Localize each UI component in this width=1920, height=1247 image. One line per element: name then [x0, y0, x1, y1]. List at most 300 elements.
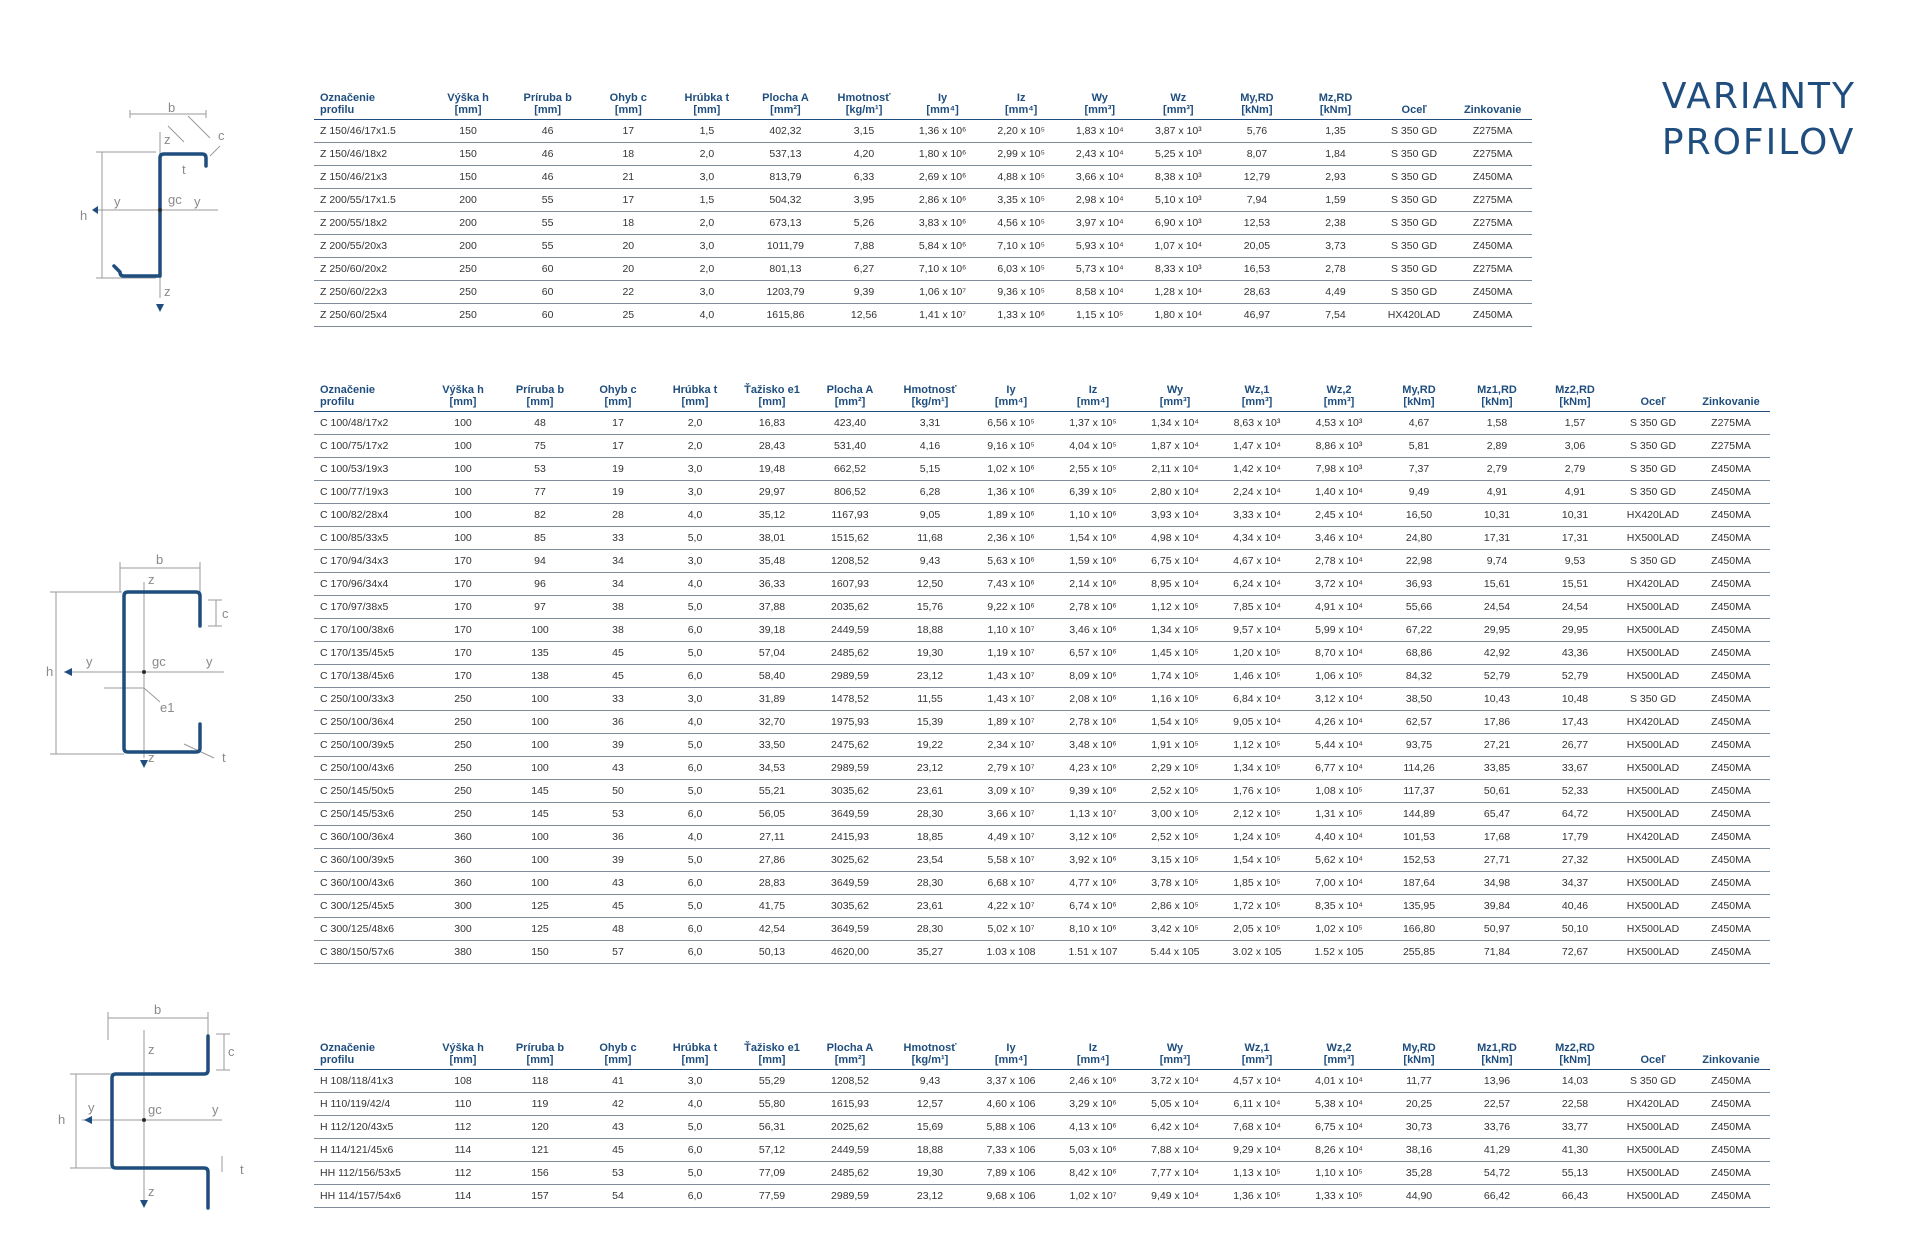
table-cell: 16,53: [1218, 258, 1297, 281]
table-cell: 9,05 x 10⁴: [1216, 711, 1298, 734]
table-cell: 35,28: [1380, 1162, 1458, 1185]
table-cell: Z450MA: [1453, 166, 1532, 189]
table-cell: 23,12: [890, 757, 970, 780]
column-header: [810, 366, 890, 412]
table-cell: 3,09 x 10⁷: [970, 780, 1052, 803]
table-cell: 5,76: [1218, 120, 1297, 143]
table-cell: 19,48: [734, 458, 810, 481]
column-header-label: Mz1,RD: [1477, 384, 1517, 396]
axis-z-bottom-label: z: [148, 750, 155, 765]
table-cell: 40,46: [1536, 895, 1614, 918]
table-cell: S 350 GD: [1614, 688, 1692, 711]
table-cell: 4,23 x 10⁶: [1052, 757, 1134, 780]
column-header: [1453, 78, 1532, 120]
column-header: [580, 366, 656, 412]
table-cell: 71,84: [1458, 941, 1536, 964]
column-header-unit: [mm]: [681, 396, 709, 408]
table-cell: C 250/100/39x5: [314, 734, 426, 757]
table-cell: 3,73: [1296, 235, 1375, 258]
table-cell: 17,86: [1458, 711, 1536, 734]
column-header-unit: [mm²]: [770, 104, 801, 116]
c-profile-diagram: [44, 548, 264, 768]
table-cell: Z275MA: [1692, 412, 1770, 435]
column-header-unit: [mm⁴]: [1076, 396, 1110, 408]
table-cell: 17,68: [1458, 826, 1536, 849]
table-cell: 145: [500, 803, 580, 826]
column-header: [734, 1024, 810, 1070]
column-header: [890, 1024, 970, 1070]
column-header: [746, 78, 825, 120]
table-cell: 8,35 x 10⁴: [1298, 895, 1380, 918]
table-cell: Z450MA: [1692, 1185, 1770, 1208]
axis-y-left-label: y: [88, 1100, 95, 1115]
table-cell: 39: [580, 734, 656, 757]
table-cell: 21: [589, 166, 668, 189]
table-cell: HX500LAD: [1614, 665, 1692, 688]
table-cell: 24,54: [1536, 596, 1614, 619]
table-cell: 2415,93: [810, 826, 890, 849]
table-cell: 2,38: [1296, 212, 1375, 235]
table-cell: 66,43: [1536, 1185, 1614, 1208]
table-cell: 6,0: [656, 1139, 734, 1162]
table-cell: 35,48: [734, 550, 810, 573]
table-cell: 1,02 x 10⁷: [1052, 1185, 1134, 1208]
table-cell: 38: [580, 619, 656, 642]
column-header: [1060, 78, 1139, 120]
table-cell: 5,05 x 10⁴: [1134, 1093, 1216, 1116]
table-cell: 166,80: [1380, 918, 1458, 941]
table-cell: 1,46 x 10⁵: [1216, 665, 1298, 688]
column-header: [314, 78, 430, 120]
table-cell: 7,33 x 106: [970, 1139, 1052, 1162]
table-cell: 145: [500, 780, 580, 803]
column-header-unit: [mm]: [526, 1054, 554, 1066]
table-cell: 673,13: [746, 212, 825, 235]
table-cell: 3,15 x 10⁵: [1134, 849, 1216, 872]
table-cell: 2,79: [1536, 458, 1614, 481]
table-cell: 2485,62: [810, 1162, 890, 1185]
axis-z-top-label: z: [148, 572, 155, 587]
table-cell: 5,0: [656, 642, 734, 665]
table-cell: 5,25 x 10³: [1139, 143, 1218, 166]
table-cell: 662,52: [810, 458, 890, 481]
table-row: [314, 941, 1770, 964]
table-cell: 1,89 x 10⁷: [970, 711, 1052, 734]
column-header-label: Iz: [1088, 1042, 1098, 1054]
table-cell: 125: [500, 895, 580, 918]
table-cell: 170: [426, 573, 500, 596]
table-cell: 1,74 x 10⁵: [1134, 665, 1216, 688]
table-cell: 1,31 x 10⁵: [1298, 803, 1380, 826]
table-cell: 100: [500, 826, 580, 849]
table-cell: 4,67 x 10⁴: [1216, 550, 1298, 573]
table-cell: 7,88 x 10⁴: [1134, 1139, 1216, 1162]
table-cell: 1,80 x 10⁴: [1139, 304, 1218, 327]
table-cell: S 350 GD: [1614, 435, 1692, 458]
table-cell: 6,0: [656, 665, 734, 688]
table-cell: 1,34 x 10⁵: [1134, 619, 1216, 642]
column-header-unit: [kNm]: [1481, 1054, 1513, 1066]
table-cell: 6,0: [656, 941, 734, 964]
table-cell: 1,28 x 10⁴: [1139, 281, 1218, 304]
table-cell: 23,12: [890, 1185, 970, 1208]
table-cell: 2,45 x 10⁴: [1298, 504, 1380, 527]
table-cell: 1.03 x 108: [970, 941, 1052, 964]
table-cell: 6,57 x 10⁶: [1052, 642, 1134, 665]
table-cell: S 350 GD: [1614, 550, 1692, 573]
table-cell: 2,0: [656, 412, 734, 435]
table-cell: 1,12 x 10⁵: [1216, 734, 1298, 757]
column-header: [810, 1024, 890, 1070]
table-cell: 8,26 x 10⁴: [1298, 1139, 1380, 1162]
table-cell: S 350 GD: [1614, 481, 1692, 504]
column-header-unit: [kNm]: [1481, 396, 1513, 408]
table-cell: 2,12 x 10⁵: [1216, 803, 1298, 826]
column-header: [1380, 366, 1458, 412]
table-cell: 118: [500, 1070, 580, 1093]
table-cell: 4,04 x 10⁵: [1052, 435, 1134, 458]
column-header-unit: [kNm]: [1403, 396, 1435, 408]
table-cell: 38,16: [1380, 1139, 1458, 1162]
table-cell: 1,02 x 10⁵: [1298, 918, 1380, 941]
table-cell: 537,13: [746, 143, 825, 166]
table-cell: 10,48: [1536, 688, 1614, 711]
table-cell: 6,0: [656, 619, 734, 642]
table-cell: 25: [589, 304, 668, 327]
table-cell: 1,84: [1296, 143, 1375, 166]
table-cell: 4,40 x 10⁴: [1298, 826, 1380, 849]
table-cell: 8,95 x 10⁴: [1134, 573, 1216, 596]
table-cell: 7,89 x 106: [970, 1162, 1052, 1185]
table-cell: 1,33 x 10⁶: [982, 304, 1061, 327]
table-cell: 2,80 x 10⁴: [1134, 481, 1216, 504]
table-cell: 402,32: [746, 120, 825, 143]
table-cell: 300: [426, 918, 500, 941]
table-cell: 46: [506, 166, 589, 189]
table-cell: Z275MA: [1453, 120, 1532, 143]
table-cell: 19: [580, 481, 656, 504]
column-header-label: Označenie: [320, 384, 376, 396]
table-cell: HX500LAD: [1614, 780, 1692, 803]
table-cell: 1,16 x 10⁵: [1134, 688, 1216, 711]
table-cell: 2,78 x 10⁶: [1052, 711, 1134, 734]
table-cell: 6,11 x 10⁴: [1216, 1093, 1298, 1116]
column-header: [1052, 366, 1134, 412]
column-header-unit: [mm⁴]: [1076, 1054, 1110, 1066]
axis-y-right-label: y: [194, 194, 201, 209]
table-cell: 255,85: [1380, 941, 1458, 964]
table-cell: 50,97: [1458, 918, 1536, 941]
table-row: [314, 734, 1770, 757]
table-cell: 1,85 x 10⁵: [1216, 872, 1298, 895]
axis-y-right-label: y: [206, 654, 213, 669]
table-cell: 36,33: [734, 573, 810, 596]
table-row: [314, 527, 1770, 550]
table-cell: Z 150/46/17x1.5: [314, 120, 430, 143]
table-cell: C 170/97/38x5: [314, 596, 426, 619]
table-cell: 82: [500, 504, 580, 527]
table-cell: 813,79: [746, 166, 825, 189]
column-header-unit: [mm]: [526, 396, 554, 408]
table-cell: 5,02 x 10⁷: [970, 918, 1052, 941]
table-row: [314, 596, 1770, 619]
table-cell: 28,30: [890, 803, 970, 826]
table-cell: 2989,59: [810, 1185, 890, 1208]
table-cell: Z450MA: [1453, 281, 1532, 304]
table-cell: 28,43: [734, 435, 810, 458]
column-header-unit: [mm⁴]: [1005, 104, 1038, 116]
table-cell: 53: [580, 803, 656, 826]
c-profile-drawing: [44, 548, 264, 768]
table-cell: 3,83 x 10⁶: [903, 212, 982, 235]
table-cell: 1478,52: [810, 688, 890, 711]
table-cell: 2,86 x 10⁶: [903, 189, 982, 212]
table-cell: Z450MA: [1692, 504, 1770, 527]
table-row: [314, 1093, 1770, 1116]
table-cell: 14,03: [1536, 1070, 1614, 1093]
table-cell: 125: [500, 918, 580, 941]
column-header-label: Wy: [1091, 92, 1108, 104]
column-header-unit: [mm³]: [1159, 396, 1191, 408]
table-cell: 4,56 x 10⁵: [982, 212, 1061, 235]
table-cell: 45: [580, 665, 656, 688]
column-header: [734, 366, 810, 412]
table-cell: 1208,52: [810, 1070, 890, 1093]
column-header-label: Iz: [1016, 92, 1026, 104]
column-header-unit: Zinkovanie: [1463, 104, 1522, 116]
column-header-label: Ťažisko e1: [744, 384, 800, 396]
column-header: [1380, 1024, 1458, 1070]
table-cell: 531,40: [810, 435, 890, 458]
table-row: [314, 143, 1532, 166]
table-cell: 33: [580, 688, 656, 711]
table-row: [314, 189, 1532, 212]
table-cell: S 350 GD: [1375, 212, 1454, 235]
table-cell: 8,70 x 10⁴: [1298, 642, 1380, 665]
table-cell: 1,06 x 10⁵: [1298, 665, 1380, 688]
page-title-line-2: PROFILOV: [1661, 122, 1856, 163]
table-cell: 27,11: [734, 826, 810, 849]
column-header-unit: [mm³]: [1241, 1054, 1273, 1066]
table-cell: 4,20: [825, 143, 904, 166]
table-cell: 9,29 x 10⁴: [1216, 1139, 1298, 1162]
table-cell: C 250/145/50x5: [314, 780, 426, 803]
column-header: [1052, 1024, 1134, 1070]
table-cell: 1,76 x 10⁵: [1216, 780, 1298, 803]
table-cell: 170: [426, 596, 500, 619]
page-title: [1662, 74, 1856, 166]
table-cell: 1,33 x 10⁵: [1298, 1185, 1380, 1208]
table-cell: 19,30: [890, 642, 970, 665]
table-cell: 9,16 x 10⁵: [970, 435, 1052, 458]
table-cell: 33,67: [1536, 757, 1614, 780]
table-cell: HX500LAD: [1614, 872, 1692, 895]
table-cell: 17: [589, 120, 668, 143]
table-cell: 157: [500, 1185, 580, 1208]
table-cell: 360: [426, 849, 500, 872]
table-cell: 360: [426, 826, 500, 849]
table-cell: 7,37: [1380, 458, 1458, 481]
table-cell: 4,16: [890, 435, 970, 458]
h-profile-table: [314, 1024, 1770, 1208]
table-cell: C 100/48/17x2: [314, 412, 426, 435]
table-cell: 4,98 x 10⁴: [1134, 527, 1216, 550]
column-header-label: Plocha A: [762, 92, 809, 104]
table-cell: S 350 GD: [1375, 143, 1454, 166]
table-cell: 1,02 x 10⁶: [970, 458, 1052, 481]
table-cell: 7,54: [1296, 304, 1375, 327]
table-cell: 12,50: [890, 573, 970, 596]
table-cell: 50,61: [1458, 780, 1536, 803]
table-cell: 39: [580, 849, 656, 872]
table-cell: 170: [426, 642, 500, 665]
column-header-unit: [kg/m¹]: [911, 1054, 949, 1066]
table-cell: 2,36 x 10⁶: [970, 527, 1052, 550]
table-cell: 45: [580, 642, 656, 665]
table-cell: Z450MA: [1692, 872, 1770, 895]
table-cell: Z450MA: [1692, 458, 1770, 481]
table-row: [314, 619, 1770, 642]
table-cell: 1,37 x 10⁵: [1052, 412, 1134, 435]
table-cell: 4,49: [1296, 281, 1375, 304]
table-cell: 3,29 x 10⁶: [1052, 1093, 1134, 1116]
table-cell: 4,0: [656, 826, 734, 849]
table-cell: 43: [580, 757, 656, 780]
table-cell: Z 250/60/20x2: [314, 258, 430, 281]
column-header-unit: [mm⁴]: [994, 1054, 1028, 1066]
table-cell: 33,76: [1458, 1116, 1536, 1139]
table-cell: 5,0: [656, 1116, 734, 1139]
table-cell: 2,79 x 10⁷: [970, 757, 1052, 780]
table-cell: 5,03 x 10⁶: [1052, 1139, 1134, 1162]
column-header-label: Hmotnosť: [903, 1042, 957, 1054]
table-cell: 1,35: [1296, 120, 1375, 143]
table-cell: 170: [426, 550, 500, 573]
table-cell: 117,37: [1380, 780, 1458, 803]
table-cell: H 108/118/41x3: [314, 1070, 426, 1093]
column-header-label: Hmotnosť: [837, 92, 891, 104]
dim-h-label: h: [46, 664, 54, 679]
table-cell: 8,10 x 10⁶: [1052, 918, 1134, 941]
column-header-label: My,RD: [1240, 92, 1274, 104]
table-cell: 360: [426, 872, 500, 895]
table-cell: Z450MA: [1692, 1070, 1770, 1093]
column-header-unit: [mm³]: [1323, 1054, 1355, 1066]
table-cell: 380: [426, 941, 500, 964]
table-cell: 56,05: [734, 803, 810, 826]
table-cell: 3,95: [825, 189, 904, 212]
axis-y-left-label: y: [86, 654, 93, 669]
table-cell: 9,74: [1458, 550, 1536, 573]
table-cell: 101,53: [1380, 826, 1458, 849]
column-header: [1614, 366, 1692, 412]
table-cell: 35,27: [890, 941, 970, 964]
table-cell: 4,60 x 106: [970, 1093, 1052, 1116]
dim-c-label: c: [218, 128, 225, 143]
centroid-gc-label: gc: [148, 1102, 162, 1117]
dim-c-label: c: [228, 1044, 235, 1059]
column-header: [1298, 1024, 1380, 1070]
table-cell: 17,79: [1536, 826, 1614, 849]
table-cell: 26,77: [1536, 734, 1614, 757]
table-cell: 4,22 x 10⁷: [970, 895, 1052, 918]
table-cell: 27,32: [1536, 849, 1614, 872]
table-cell: 6,0: [656, 803, 734, 826]
table-cell: 250: [426, 780, 500, 803]
table-cell: 2,46 x 10⁶: [1052, 1070, 1134, 1093]
table-row: [314, 895, 1770, 918]
column-header-unit: [mm]: [693, 104, 721, 116]
column-header: [500, 1024, 580, 1070]
column-header: [314, 366, 426, 412]
table-cell: C 100/85/33x5: [314, 527, 426, 550]
table-cell: 38: [580, 596, 656, 619]
table-cell: 7,00 x 10⁴: [1298, 872, 1380, 895]
table-cell: C 360/100/36x4: [314, 826, 426, 849]
table-cell: 1,08 x 10⁵: [1298, 780, 1380, 803]
column-header-unit: [kNm]: [1559, 396, 1591, 408]
table-cell: 19,22: [890, 734, 970, 757]
table-cell: 3,0: [668, 281, 747, 304]
table-cell: 1,43 x 10⁷: [970, 688, 1052, 711]
table-cell: 58,40: [734, 665, 810, 688]
h-profile-diagram: [52, 1000, 272, 1210]
table-cell: Z 200/55/18x2: [314, 212, 430, 235]
table-cell: 7,98 x 10³: [1298, 458, 1380, 481]
column-header: [426, 366, 500, 412]
table-cell: 39,84: [1458, 895, 1536, 918]
table-row: [314, 665, 1770, 688]
column-header-label: Ohyb c: [599, 384, 637, 396]
table-cell: 5,0: [656, 780, 734, 803]
table-cell: HX500LAD: [1614, 1162, 1692, 1185]
table-cell: 50: [580, 780, 656, 803]
table-cell: 22,98: [1380, 550, 1458, 573]
table-cell: 6,42 x 10⁴: [1134, 1116, 1216, 1139]
table-cell: 1607,93: [810, 573, 890, 596]
table-cell: 2,99 x 10⁵: [982, 143, 1061, 166]
column-header: [1458, 1024, 1536, 1070]
table-cell: 100: [426, 458, 500, 481]
table-cell: 150: [500, 941, 580, 964]
column-header: [430, 78, 507, 120]
table-cell: 1,13 x 10⁵: [1216, 1162, 1298, 1185]
table-cell: 3,0: [656, 1070, 734, 1093]
table-cell: H 114/121/45x6: [314, 1139, 426, 1162]
table-cell: 170: [426, 665, 500, 688]
table-cell: 3,92 x 10⁶: [1052, 849, 1134, 872]
column-header-label: Hmotnosť: [903, 384, 957, 396]
table-cell: 423,40: [810, 412, 890, 435]
table-cell: HX500LAD: [1614, 527, 1692, 550]
table-cell: 1,59 x 10⁶: [1052, 550, 1134, 573]
column-header-label: Mz,RD: [1318, 92, 1353, 104]
table-cell: 3,87 x 10³: [1139, 120, 1218, 143]
table-cell: 156: [500, 1162, 580, 1185]
table-cell: 1,10 x 10⁶: [1052, 504, 1134, 527]
table-cell: 1,54 x 10⁶: [1052, 527, 1134, 550]
table-cell: Z450MA: [1692, 619, 1770, 642]
table-cell: 43: [580, 1116, 656, 1139]
column-header: [656, 1024, 734, 1070]
column-header-label: Mz2,RD: [1555, 1042, 1595, 1054]
table-cell: 5,0: [656, 895, 734, 918]
table-cell: 6,28: [890, 481, 970, 504]
axis-y-right-label: y: [212, 1102, 219, 1117]
table-cell: Z450MA: [1692, 596, 1770, 619]
column-header-label: Ťažisko e1: [744, 1042, 800, 1054]
table-cell: 806,52: [810, 481, 890, 504]
